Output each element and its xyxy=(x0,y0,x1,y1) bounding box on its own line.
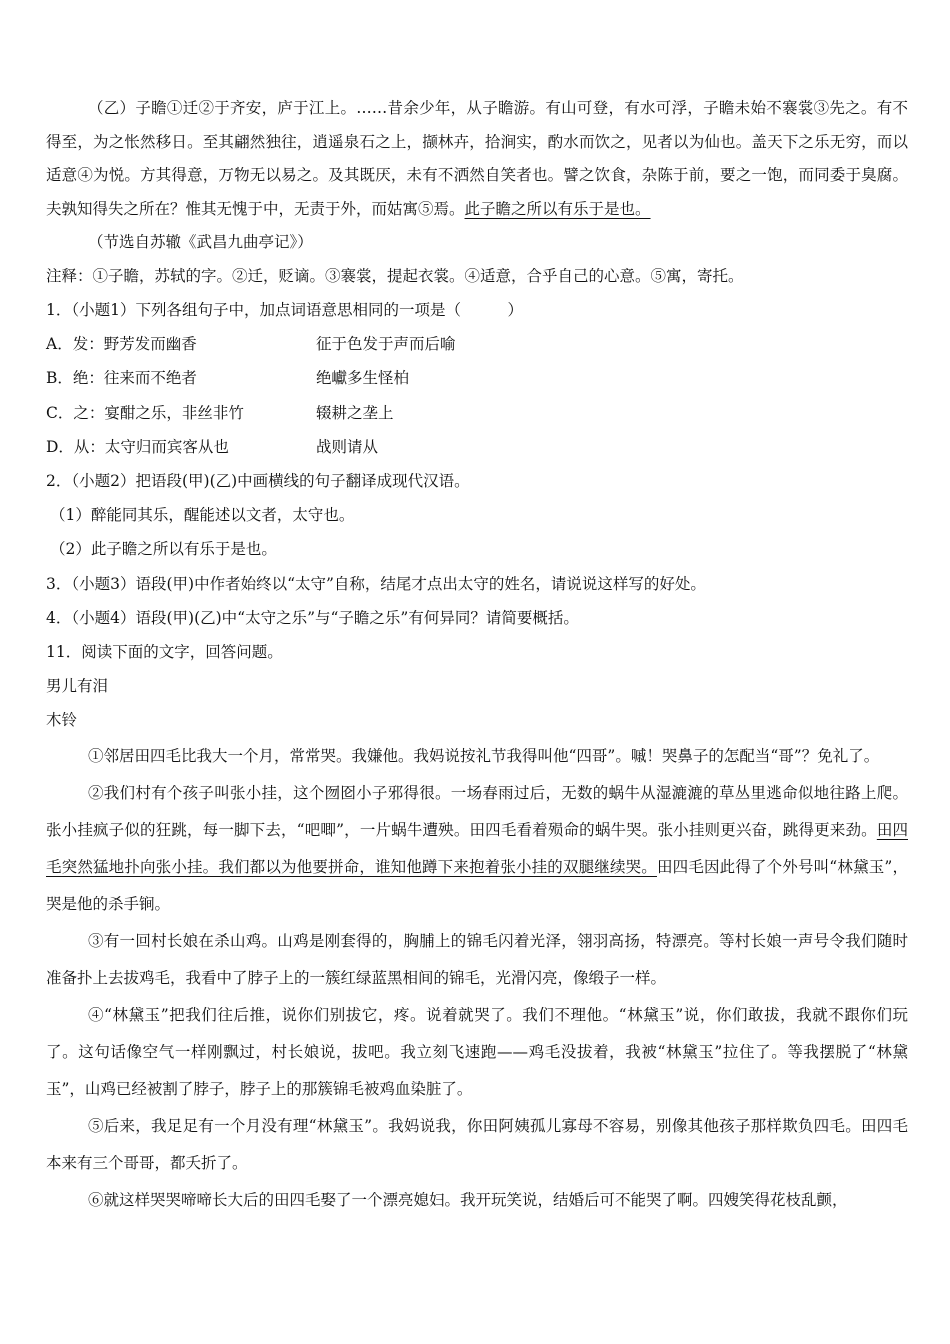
essay-author: 木铃 xyxy=(46,711,78,730)
essay-paragraph-2-main: ②我们村有个孩子叫张小挂，这个囫囵小子邪得很。一场春雨过后，无数的蜗牛从湿漉漉的草丛里逃命似地往路上爬。张小挂疯子似的狂跳，每一脚下去，“吧唧”，一片蜗牛遭殃。田四毛看着殒命的蜗牛哭。张小挂则更兴奋，跳得更来劲。 xyxy=(46,783,908,839)
essay-title: 男儿有泪 xyxy=(46,677,109,696)
option-a-left: A．发：野芳发而幽香 xyxy=(46,335,197,354)
option-b xyxy=(46,361,908,395)
option-c-right: 辍耕之垄上 xyxy=(316,403,394,422)
option-d xyxy=(46,430,908,464)
passage-b-underlined-sentence: 此子瞻之所以有乐于是也。 xyxy=(464,199,651,218)
essay-paragraph-5: ⑤后来，我足足有一个月没有理“林黛玉”。我妈说我，你田阿姨孤儿寡母不容易，别像其他孩子那样欺负四毛。田四毛本来有三个哥哥，都夭折了。 xyxy=(46,1116,908,1172)
question-4: 4．（小题4）语段(甲)(乙)中“太守之乐”与“子瞻之乐”有何异同？请简要概括。 xyxy=(46,608,579,627)
document-page xyxy=(46,92,908,1219)
essay-paragraph-6: ⑥就这样哭哭啼啼长大后的田四毛娶了一个漂亮媳妇。我开玩笑说，结婚后可不能哭了啊。四嫂笑得花枝乱颤， xyxy=(88,1190,848,1209)
essay-paragraph-2-underlined: 田四毛突然猛地扑向张小挂。我们都以为他要拼命，谁知他蹲下来抱着张小挂的双腿继续哭。 xyxy=(46,820,908,876)
passage-b-notes: 注释：①子瞻，苏轼的字。②迁，贬谪。③褰裳，提起衣裳。④适意，合乎自己的心意。⑤寓，寄托。 xyxy=(46,266,744,285)
essay-paragraph-4: ④“林黛玉”把我们往后推，说你们别拔它，疼。说着就哭了。我们不理他。“林黛玉”说，你们敢拔，我就不跟你们玩了。这句话像空气一样刚飘过，村长娘说，拔吧。我立刻飞速跑——鸡毛没拔着，我被“林黛玉”拉住了。等我摆脱了“林黛玉”，山鸡已经被割了脖子，脖子上的那簇锦毛被鸡血染脏了。 xyxy=(46,1005,908,1098)
option-b-left: B．绝：往来而不绝者 xyxy=(46,369,197,388)
question-2-part-1: （1）醉能同其乐，醒能述以文者，太守也。 xyxy=(50,506,355,525)
question-2-part-2: （2）此子瞻之所以有乐于是也。 xyxy=(50,540,277,559)
question-2: 2．（小题2）把语段(甲)(乙)中画横线的句子翻译成现代汉语。 xyxy=(46,472,470,491)
option-c xyxy=(46,396,908,430)
option-a xyxy=(46,327,908,361)
essay-paragraph-2-tail: 田四毛因此得了个外号叫“林黛玉”，哭是他的杀手锏。 xyxy=(46,857,908,913)
essay-paragraph-1: ①邻居田四毛比我大一个月，常常哭。我嫌他。我妈说按礼节我得叫他“四哥”。嘁！哭鼻子的怎配当“哥”？免礼了。 xyxy=(88,746,880,765)
passage-b-text: （乙）子瞻①迁②于齐安，庐于江上。……昔余少年，从子瞻游。有山可登，有水可浮，子瞻未始不褰裳③先之。有不得至，为之怅然移日。至其翩然独往，逍遥泉石之上，撷林卉，拾涧实，酌水而饮之，见者以为仙也。盖天下之乐无穷，而以适意④为悦。方其得意，万物无以易之。及其既厌，未有不洒然自笑者也。譬之饮食，杂陈于前，要之一饱，而同委于臭腐。夫孰知得失之所在？惟其无愧于中，无责于外，而姑寓⑤焉。 xyxy=(46,99,908,218)
option-b-right: 绝巘多生怪柏 xyxy=(316,369,410,388)
option-d-left: D．从：太守归而宾客从也 xyxy=(46,437,229,456)
passage-b-source: （节选自苏辙《武昌九曲亭记》） xyxy=(88,233,313,251)
essay-paragraph-3: ③有一回村长娘在杀山鸡。山鸡是刚套得的，胸脯上的锦毛闪着光泽，翎羽高扬，特漂亮。等村长娘一声号令我们随时准备扑上去拔鸡毛，我看中了脖子上的一簇红绿蓝黑相间的锦毛，光滑闪亮，像缎子一样。 xyxy=(46,931,908,987)
section-11-heading: 11．阅读下面的文字，回答问题。 xyxy=(46,643,283,662)
question-1: 1．（小题1）下列各组句子中，加点词语意思相同的一项是（ ） xyxy=(46,301,523,319)
question-3: 3．（小题3）语段(甲)中作者始终以“太守”自称，结尾才点出太守的姓名，请说说这样写的好处。 xyxy=(46,574,706,593)
option-a-right: 征于色发于声而后喻 xyxy=(316,335,456,354)
essay-paragraph-2 xyxy=(46,775,908,923)
passage-b xyxy=(46,92,908,226)
option-c-left: C．之：宴酣之乐，非丝非竹 xyxy=(46,403,244,422)
option-d-right: 战则请从 xyxy=(316,437,379,456)
essay-body xyxy=(46,738,908,1219)
